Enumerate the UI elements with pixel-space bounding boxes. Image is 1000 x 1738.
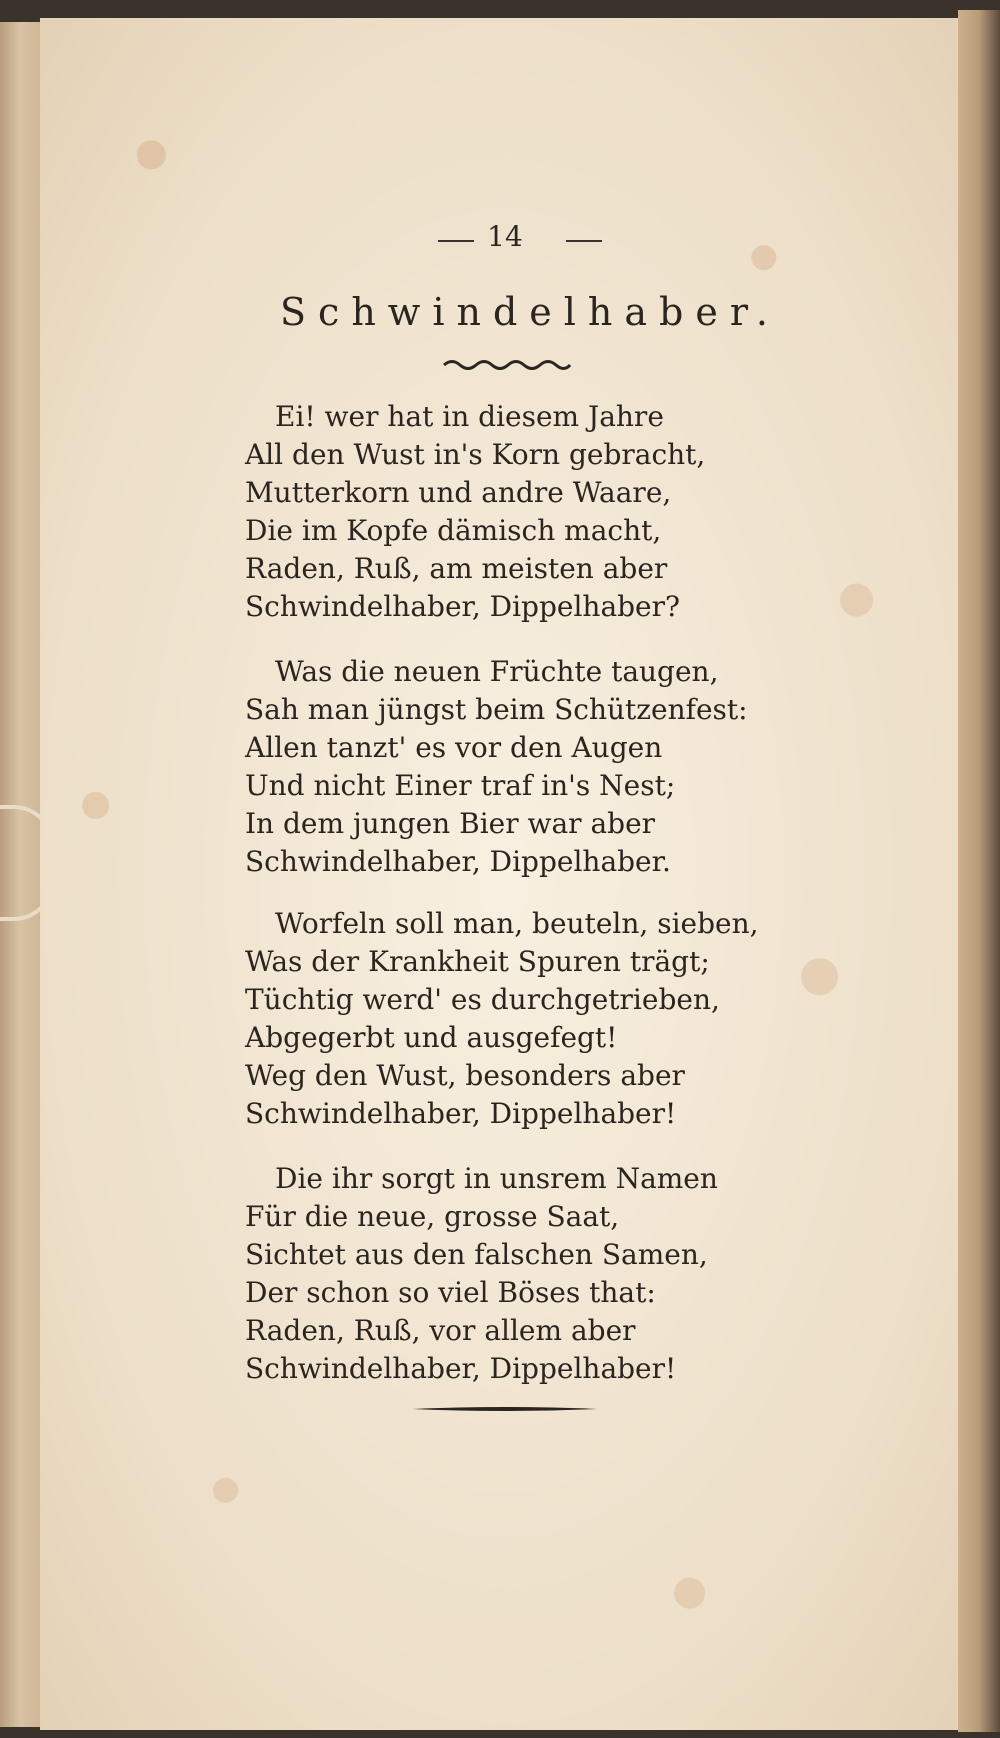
verse-line: Was der Krankheit Spuren trägt; bbox=[245, 945, 710, 978]
verse-line: Worfeln soll man, beuteln, sieben, bbox=[275, 907, 759, 940]
closing-rule bbox=[412, 1405, 598, 1413]
stanza-1 bbox=[245, 398, 765, 626]
stanza-2 bbox=[245, 653, 765, 881]
wavy-ornament bbox=[442, 358, 572, 372]
verse-line: Was die neuen Früchte taugen, bbox=[275, 655, 719, 688]
right-page-edge bbox=[958, 10, 1000, 1732]
page-number: 14 bbox=[487, 220, 523, 253]
verse-line: Allen tanzt' es vor den Augen bbox=[245, 731, 663, 764]
verse-line: Sah man jüngst beim Schützenfest: bbox=[245, 693, 748, 726]
verse-line: Schwindelhaber, Dippelhaber? bbox=[245, 590, 681, 623]
verse-line: Und nicht Einer traf in's Nest; bbox=[245, 769, 676, 802]
verse-line: Die im Kopfe dämisch macht, bbox=[245, 514, 662, 547]
verse-line: Mutterkorn und andre Waare, bbox=[245, 476, 672, 509]
verse-line: Der schon so viel Böses that: bbox=[245, 1276, 656, 1309]
verse-line: Schwindelhaber, Dippelhaber! bbox=[245, 1097, 677, 1130]
verse-line: All den Wust in's Korn gebracht, bbox=[245, 438, 706, 471]
verse-line: Weg den Wust, besonders aber bbox=[245, 1059, 685, 1092]
verse-line: Die ihr sorgt in unsrem Namen bbox=[275, 1162, 718, 1195]
verse-line: Schwindelhaber, Dippelhaber! bbox=[245, 1352, 677, 1385]
verse-line: Schwindelhaber, Dippelhaber. bbox=[245, 845, 671, 878]
verse-line: Sichtet aus den falschen Samen, bbox=[245, 1238, 708, 1271]
page-number-dash-right bbox=[566, 240, 602, 242]
stanza-4 bbox=[245, 1160, 765, 1388]
verse-line: Raden, Ruß, vor allem aber bbox=[245, 1314, 636, 1347]
verse-line: In dem jungen Bier war aber bbox=[245, 807, 656, 840]
verse-line: Raden, Ruß, am meisten aber bbox=[245, 552, 668, 585]
poem-title: Schwindelhaber. bbox=[280, 290, 780, 334]
verse-line: Abgegerbt und ausgefegt! bbox=[245, 1021, 618, 1054]
verse-line: Für die neue, grosse Saat, bbox=[245, 1200, 620, 1233]
verse-line: Tüchtig werd' es durchgetrieben, bbox=[245, 983, 720, 1016]
stanza-3 bbox=[245, 905, 765, 1133]
verse-line: Ei! wer hat in diesem Jahre bbox=[275, 400, 664, 433]
